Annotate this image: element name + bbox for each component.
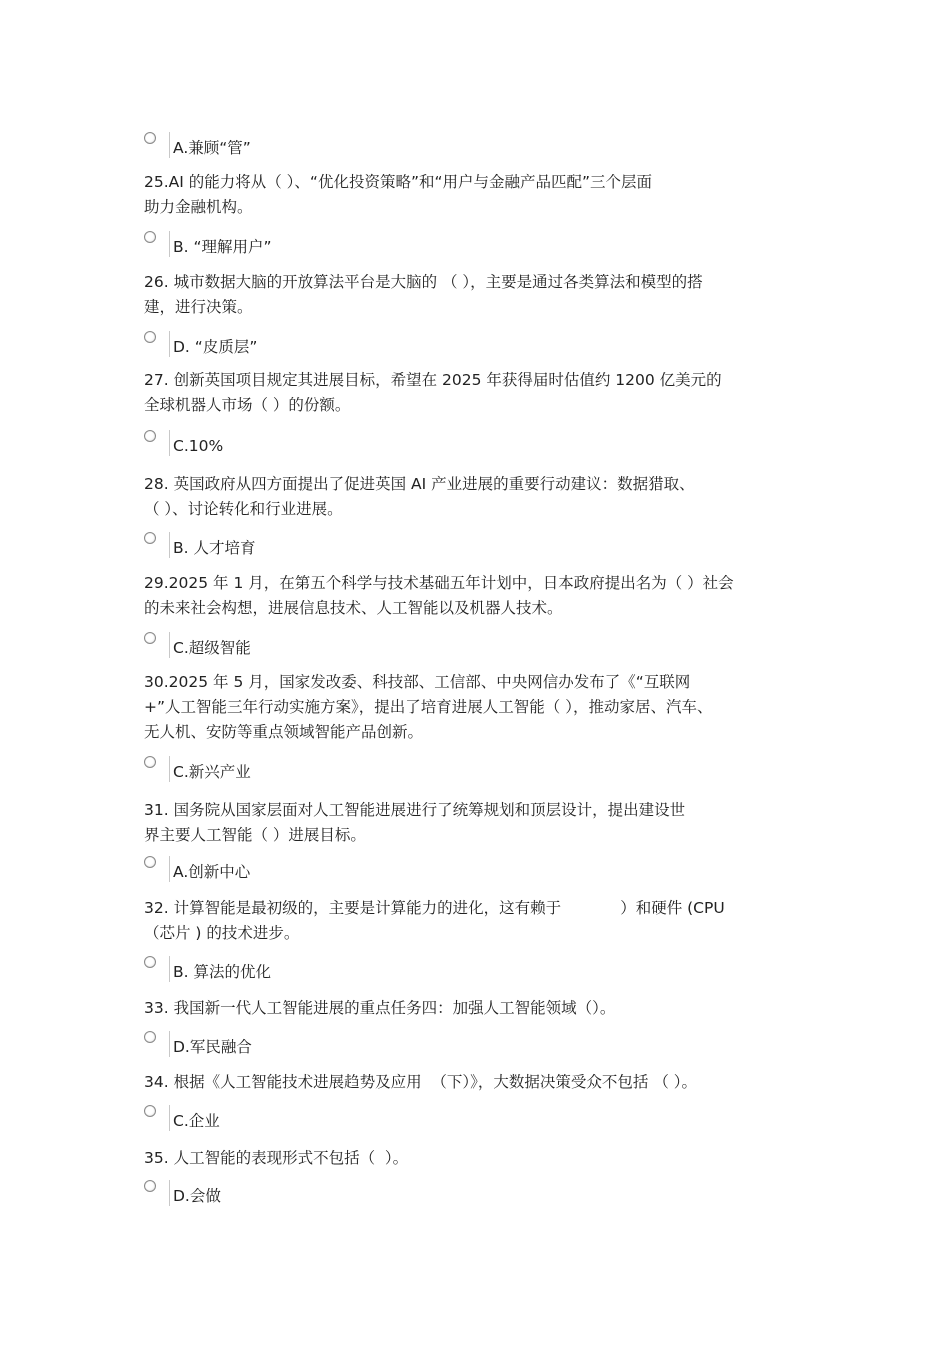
radio-button-icon[interactable]	[144, 856, 156, 868]
question-text: 30.2025 年 5 月，国家发改委、科技部、工信部、中央网信办发布了《“互联网 +”人工智能三年行动实施方案》，提出了培育进展人工智能（ ），推动家居、汽车、 无人机、安防等重点领域智能产品创新。	[144, 673, 713, 741]
option-label: A.兼顾“管”	[173, 139, 251, 157]
question-text: 35. 人工智能的表现形式不包括（ ）。	[144, 1149, 409, 1167]
divider	[169, 1180, 170, 1206]
option-label: B. 算法的优化	[173, 963, 271, 981]
radio-button-icon[interactable]	[144, 430, 156, 442]
option-row[interactable]	[144, 956, 544, 986]
option-label: C.超级智能	[173, 639, 251, 657]
question-text: 34. 根据《人工智能技术进展趋势及应用 （下）》，大数据决策受众不包括 （ ）。	[144, 1073, 698, 1091]
option-row[interactable]	[144, 231, 544, 261]
divider	[169, 1031, 170, 1057]
option-row[interactable]	[144, 1031, 544, 1061]
option-row[interactable]	[144, 856, 544, 886]
radio-button-icon[interactable]	[144, 756, 156, 768]
radio-button-icon[interactable]	[144, 132, 156, 144]
divider	[169, 632, 170, 658]
option-label: C.新兴产业	[173, 763, 251, 781]
radio-button-icon[interactable]	[144, 1180, 156, 1192]
option-row[interactable]	[144, 1180, 544, 1210]
option-label: A.创新中心	[173, 863, 251, 881]
question-text: 27. 创新英国项目规定其进展目标，希望在 2025 年获得届时估值约 1200 亿美元的 全球机器人市场（ ）的份额。	[144, 371, 722, 414]
option-row[interactable]	[144, 430, 544, 460]
radio-button-icon[interactable]	[144, 331, 156, 343]
divider	[169, 1105, 170, 1131]
option-row[interactable]	[144, 756, 544, 786]
divider	[169, 756, 170, 782]
option-label: B. “理解用户”	[173, 238, 272, 256]
option-label: B. 人才培育	[173, 539, 256, 557]
option-row[interactable]	[144, 632, 544, 662]
question-text: 28. 英国政府从四方面提出了促进英国 AI 产业进展的重要行动建议：数据猎取、 （ ）、讨论转化和行业进展。	[144, 475, 695, 518]
option-label: D. “皮质层”	[173, 338, 258, 356]
divider	[169, 430, 170, 456]
option-row[interactable]	[144, 331, 544, 361]
divider	[169, 231, 170, 257]
option-row[interactable]	[144, 532, 544, 562]
question-text: 25.AI 的能力将从（ ）、“优化投资策略”和“用户与金融产品匹配”三个层面 助力金融机构。	[144, 173, 653, 216]
radio-button-icon[interactable]	[144, 1105, 156, 1117]
question-text: 26. 城市数据大脑的开放算法平台是大脑的 （ ），主要是通过各类算法和模型的搭 建，进行决策。	[144, 273, 703, 316]
option-label: C.企业	[173, 1112, 220, 1130]
question-text: 29.2025 年 1 月，在第五个科学与技术基础五年计划中，日本政府提出名为（ ）社会 的未来社会构想，进展信息技术、人工智能以及机器人技术。	[144, 574, 734, 617]
radio-button-icon[interactable]	[144, 632, 156, 644]
option-label: C.10%	[173, 437, 224, 455]
option-row[interactable]	[144, 1105, 544, 1135]
divider	[169, 856, 170, 882]
option-label: D.军民融合	[173, 1038, 252, 1056]
radio-button-icon[interactable]	[144, 532, 156, 544]
divider	[169, 532, 170, 558]
radio-button-icon[interactable]	[144, 956, 156, 968]
question-text: 33. 我国新一代人工智能进展的重点任务四：加强人工智能领域（）。	[144, 999, 616, 1017]
divider	[169, 956, 170, 982]
option-row[interactable]	[144, 132, 544, 162]
option-label: D.会做	[173, 1187, 221, 1205]
divider	[169, 331, 170, 357]
divider	[169, 132, 170, 158]
radio-button-icon[interactable]	[144, 231, 156, 243]
radio-button-icon[interactable]	[144, 1031, 156, 1043]
question-text: 31. 国务院从国家层面对人工智能进展进行了统筹规划和顶层设计，提出建设世 界主要人工智能（ ）进展目标。	[144, 801, 686, 844]
question-text: 32. 计算智能是最初级的，主要是计算能力的进化，这有赖于 ）和硬件 (CPU （芯片 ) 的技术进步。	[144, 899, 725, 942]
